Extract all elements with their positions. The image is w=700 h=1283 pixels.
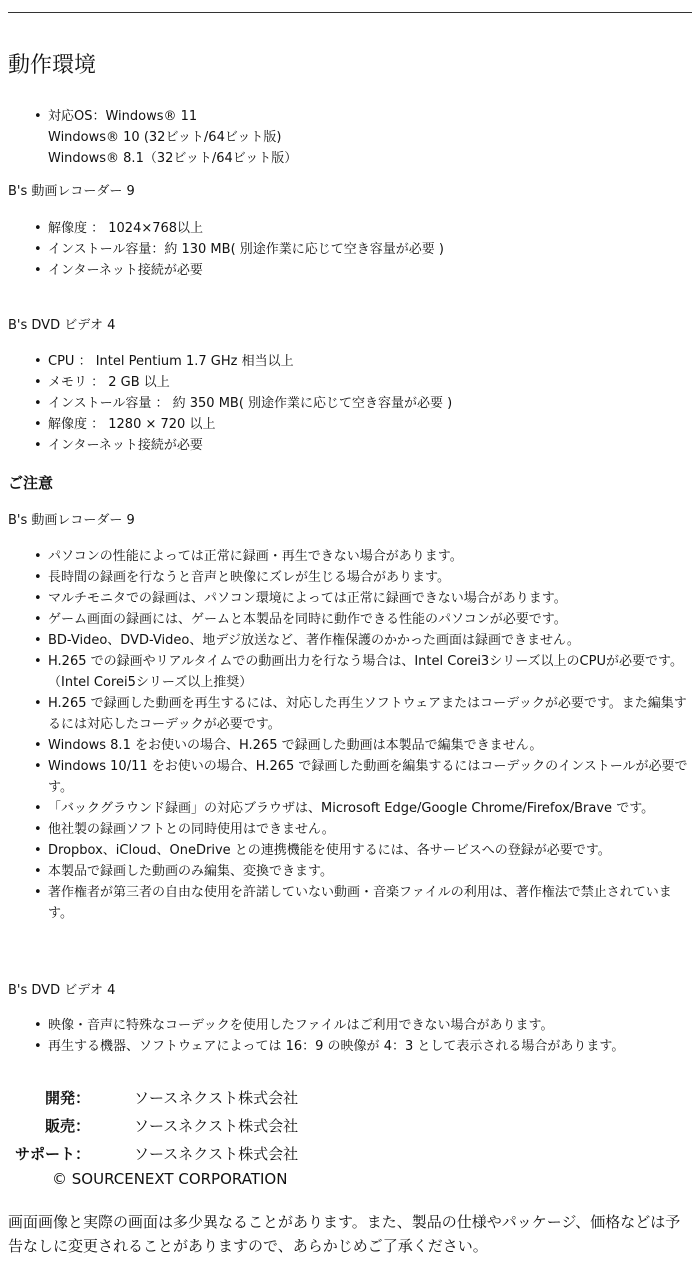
list-item: • メモリ ： 2 GB 以上 — [48, 372, 692, 393]
os-line: Windows® 8.1（32ビット/64ビット版） — [48, 151, 298, 166]
list-item: • ゲーム画面の録画には、ゲームと本製品を同時に動作できる性能のパソコンが必要です。 — [48, 609, 692, 630]
credit-value: ソースネクスト株式会社 — [134, 1089, 299, 1107]
dvd-req-heading: B's DVD ビデオ 4 — [8, 318, 116, 333]
recorder-notes-list — [8, 546, 692, 924]
list-item: • インストール容量 ： 約 350 MB( 別途作業に応じて空き容量が必要 ) — [48, 393, 692, 414]
list-item: • CPU ： Intel Pentium 1.7 GHz 相当以上 — [48, 351, 692, 372]
credit-row-support — [8, 1140, 428, 1168]
list-item: • Windows 10/11 をお使いの場合、H.265 で録画した動画を編集するにはコーデックのインストールが必要です。 — [48, 756, 692, 798]
credit-label: 開発： — [44, 1089, 90, 1107]
recorder-req-list — [8, 218, 692, 281]
recorder-notes-heading: B's 動画レコーダー 9 — [8, 513, 135, 528]
list-item: • インターネット接続が必要 — [48, 260, 692, 281]
disclaimer: 画面画像と実際の画面は多少異なることがあります。また、製品の仕様やパッケージ、価格などは予告なしに変更されることがありますので、あらかじめご了承ください。 — [8, 1213, 681, 1255]
list-item: • 解像度 ： 1024×768以上 — [48, 218, 692, 239]
list-item: • パソコンの性能によっては正常に録画・再生できない場合があります。 — [48, 546, 692, 567]
list-item: • 「バックグラウンド録画」の対応ブラウザは、Microsoft Edge/Google Chrome/Firefox/Brave です。 — [48, 798, 692, 819]
list-item: • インターネット接続が必要 — [48, 435, 692, 456]
credit-value: ソースネクスト株式会社 — [134, 1117, 299, 1135]
os-list — [8, 106, 692, 169]
dvd-notes-list — [8, 1015, 692, 1057]
os-line: Windows® 10 (32ビット/64ビット版) — [48, 130, 282, 145]
credit-label: サポート： — [14, 1145, 90, 1163]
credit-value: ソースネクスト株式会社 — [134, 1145, 299, 1163]
list-item: • マルチモニタでの録画は、パソコン環境によっては正常に録画できない場合があります。 — [48, 588, 692, 609]
copyright: © SOURCENEXT CORPORATION — [52, 1170, 288, 1188]
os-item — [48, 106, 692, 169]
credit-label: 販売： — [44, 1117, 90, 1135]
list-item: • インストール容量：約 130 MB( 別途作業に応じて空き容量が必要 ) — [48, 239, 692, 260]
list-item: • H.265 で録画した動画を再生するには、対応した再生ソフトウェアまたはコーデックが必要です。また編集するには対応したコーデックが必要です。 — [48, 693, 692, 735]
list-item: • 著作権者が第三者の自由な使用を許諾していない動画・音楽ファイルの利用は、著作権法で禁止されています。 — [48, 882, 692, 924]
dvd-notes-heading: B's DVD ビデオ 4 — [8, 983, 116, 998]
list-item: • Windows 8.1 をお使いの場合、H.265 で録画した動画は本製品で編集できません。 — [48, 735, 692, 756]
credit-row-developer — [8, 1084, 428, 1112]
credit-row-seller — [8, 1112, 428, 1140]
dvd-req-list — [8, 351, 692, 456]
list-item: • H.265 での録画やリアルタイムでの動画出力を行なう場合は、Intel Corei3シリーズ以上のCPUが必要です。（Intel Corei5シリーズ以上推奨） — [48, 651, 692, 693]
list-item: • 解像度 ： 1280 × 720 以上 — [48, 414, 692, 435]
recorder-req-heading: B's 動画レコーダー 9 — [8, 184, 135, 199]
list-item: • 再生する機器、ソフトウェアによっては 16：9 の映像が 4：3 として表示される場合があります。 — [48, 1036, 692, 1057]
list-item: • BD-Video、DVD-Video、地デジ放送など、著作権保護のかかった画面は録画できません。 — [48, 630, 692, 651]
top-divider — [8, 12, 692, 13]
list-item: • 他社製の録画ソフトとの同時使用はできません。 — [48, 819, 692, 840]
os-line: • 対応OS：Windows® 11 — [48, 109, 198, 124]
list-item: • 映像・音声に特殊なコーデックを使用したファイルはご利用できない場合があります。 — [48, 1015, 692, 1036]
notes-heading: ご注意 — [8, 474, 54, 492]
credits — [8, 1084, 428, 1168]
list-item: • 長時間の録画を行なうと音声と映像にズレが生じる場合があります。 — [48, 567, 692, 588]
list-item: • Dropbox、iCloud、OneDrive との連携機能を使用するには、各サービスへの登録が必要です。 — [48, 840, 692, 861]
list-item: • 本製品で録画した動画のみ編集、変換できます。 — [48, 861, 692, 882]
page-title: 動作環境 — [8, 53, 97, 78]
